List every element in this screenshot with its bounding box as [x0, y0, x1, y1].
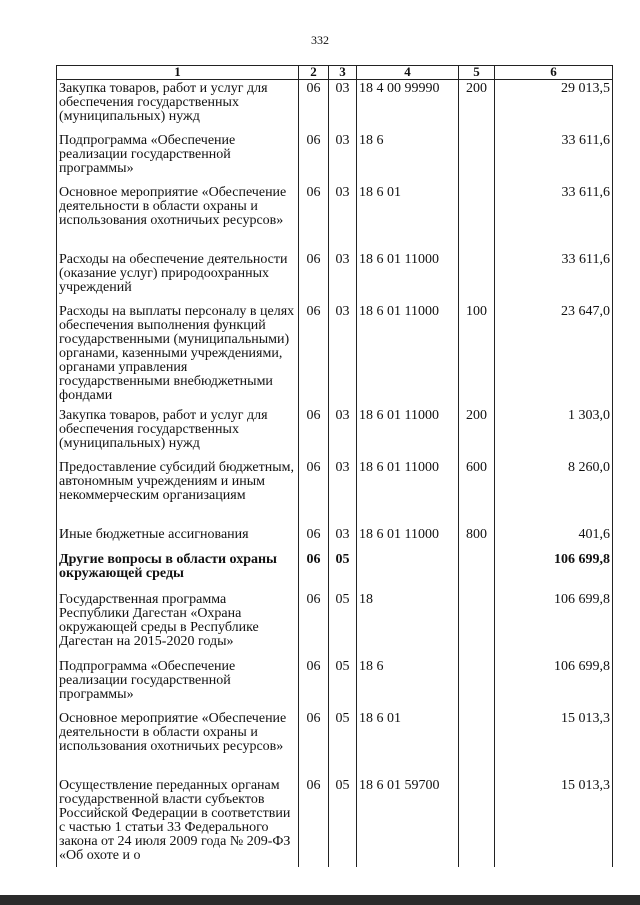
- row-target-code: 18 6: [357, 658, 459, 710]
- table-row: [57, 80, 613, 132]
- row-expense-type: [459, 251, 495, 303]
- row-subsection: 03: [329, 184, 357, 251]
- row-amount: 106 699,8: [495, 658, 613, 710]
- header-col-6: 6: [495, 66, 613, 80]
- row-expense-type: [459, 658, 495, 710]
- header-col-4: 4: [357, 66, 459, 80]
- row-expense-type: 600: [459, 459, 495, 526]
- table-row: [57, 658, 613, 710]
- table-row: [57, 132, 613, 184]
- row-subsection: 05: [329, 710, 357, 777]
- row-name: Иные бюджетные ассигнования: [57, 526, 299, 551]
- row-expense-type: [459, 591, 495, 658]
- row-subsection: 05: [329, 591, 357, 658]
- row-subsection: 03: [329, 80, 357, 132]
- table-row: [57, 184, 613, 251]
- row-target-code: 18 4 00 99990: [357, 80, 459, 132]
- row-target-code: 18: [357, 591, 459, 658]
- row-section: 06: [299, 459, 329, 526]
- row-subsection: 03: [329, 251, 357, 303]
- scan-bottom-edge: [0, 895, 640, 905]
- row-target-code: 18 6: [357, 132, 459, 184]
- row-expense-type: 100: [459, 303, 495, 407]
- header-col-3: 3: [329, 66, 357, 80]
- row-target-code: 18 6 01: [357, 184, 459, 251]
- row-name: Расходы на выплаты персоналу в целях обеспечения выполнения функций государственными (муниципальными) органами, казенными учреждениями, органами управления государственными внебюджетными фондами: [57, 303, 299, 407]
- table-header-row: [57, 66, 613, 80]
- header-col-5: 5: [459, 66, 495, 80]
- table-row: [57, 591, 613, 658]
- header-col-1: 1: [57, 66, 299, 80]
- row-amount: 33 611,6: [495, 132, 613, 184]
- row-name: Осуществление переданных органам государственной власти субъектов Российской Федерации в соответствии с частью 1 статьи 33 Федерального закона от 24 июля 2009 года № 209-ФЗ «Об охоте и о: [57, 777, 299, 867]
- row-amount: 33 611,6: [495, 184, 613, 251]
- row-section: 06: [299, 551, 329, 591]
- row-target-code: 18 6 01 11000: [357, 407, 459, 459]
- row-name: Основное мероприятие «Обеспечение деятельности в области охраны и использования охотничьих ресурсов»: [57, 184, 299, 251]
- row-target-code: 18 6 01: [357, 710, 459, 777]
- row-name: Основное мероприятие «Обеспечение деятельности в области охраны и использования охотничьих ресурсов»: [57, 710, 299, 777]
- table-row: [57, 777, 613, 867]
- table-row: [57, 710, 613, 777]
- row-subsection: 03: [329, 407, 357, 459]
- row-expense-type: [459, 184, 495, 251]
- row-subsection: 05: [329, 777, 357, 867]
- row-section: 06: [299, 710, 329, 777]
- row-amount: 106 699,8: [495, 591, 613, 658]
- row-subsection: 03: [329, 132, 357, 184]
- row-expense-type: 800: [459, 526, 495, 551]
- row-subsection: 03: [329, 526, 357, 551]
- row-section: 06: [299, 184, 329, 251]
- row-name: Расходы на обеспечение деятельности (оказание услуг) природоохранных учреждений: [57, 251, 299, 303]
- table-row: [57, 459, 613, 526]
- row-amount: 23 647,0: [495, 303, 613, 407]
- row-name: Закупка товаров, работ и услуг для обеспечения государственных (муниципальных) нужд: [57, 407, 299, 459]
- row-target-code: 18 6 01 11000: [357, 526, 459, 551]
- row-section: 06: [299, 591, 329, 658]
- table-row: [57, 526, 613, 551]
- row-section: 06: [299, 303, 329, 407]
- row-section: 06: [299, 658, 329, 710]
- row-expense-type: [459, 551, 495, 591]
- row-amount: 33 611,6: [495, 251, 613, 303]
- row-section: 06: [299, 526, 329, 551]
- budget-table: [56, 65, 613, 867]
- row-section: 06: [299, 80, 329, 132]
- row-expense-type: [459, 777, 495, 867]
- row-target-code: 18 6 01 11000: [357, 251, 459, 303]
- row-target-code: 18 6 01 11000: [357, 459, 459, 526]
- table-row: [57, 551, 613, 591]
- row-amount: 15 013,3: [495, 777, 613, 867]
- row-name: Предоставление субсидий бюджетным, автономным учреждениям и иным некоммерческим организациям: [57, 459, 299, 526]
- row-amount: 29 013,5: [495, 80, 613, 132]
- row-section: 06: [299, 777, 329, 867]
- budget-table-container: [56, 64, 612, 863]
- row-section: 06: [299, 251, 329, 303]
- row-target-code: [357, 551, 459, 591]
- row-expense-type: [459, 132, 495, 184]
- header-col-2: 2: [299, 66, 329, 80]
- row-amount: 1 303,0: [495, 407, 613, 459]
- row-subsection: 03: [329, 303, 357, 407]
- row-expense-type: 200: [459, 407, 495, 459]
- row-name: Закупка товаров, работ и услуг для обеспечения государственных (муниципальных) нужд: [57, 80, 299, 132]
- table-row: [57, 407, 613, 459]
- table-row: [57, 251, 613, 303]
- row-subsection: 03: [329, 459, 357, 526]
- row-amount: 15 013,3: [495, 710, 613, 777]
- row-name: Государственная программа Республики Дагестан «Охрана окружающей среды в Республике Дагестан на 2015-2020 годы»: [57, 591, 299, 658]
- row-section: 06: [299, 407, 329, 459]
- page-number: 332: [311, 33, 329, 47]
- row-section: 06: [299, 132, 329, 184]
- row-amount: 401,6: [495, 526, 613, 551]
- row-target-code: 18 6 01 11000: [357, 303, 459, 407]
- row-expense-type: 200: [459, 80, 495, 132]
- row-amount: 8 260,0: [495, 459, 613, 526]
- table-row: [57, 303, 613, 407]
- row-subsection: 05: [329, 551, 357, 591]
- row-name: Подпрограмма «Обеспечение реализации государственной программы»: [57, 132, 299, 184]
- row-amount: 106 699,8: [495, 551, 613, 591]
- row-subsection: 05: [329, 658, 357, 710]
- row-expense-type: [459, 710, 495, 777]
- table-body: [57, 80, 613, 867]
- row-name: Подпрограмма «Обеспечение реализации государственной программы»: [57, 658, 299, 710]
- row-target-code: 18 6 01 59700: [357, 777, 459, 867]
- row-name: Другие вопросы в области охраны окружающей среды: [57, 551, 299, 591]
